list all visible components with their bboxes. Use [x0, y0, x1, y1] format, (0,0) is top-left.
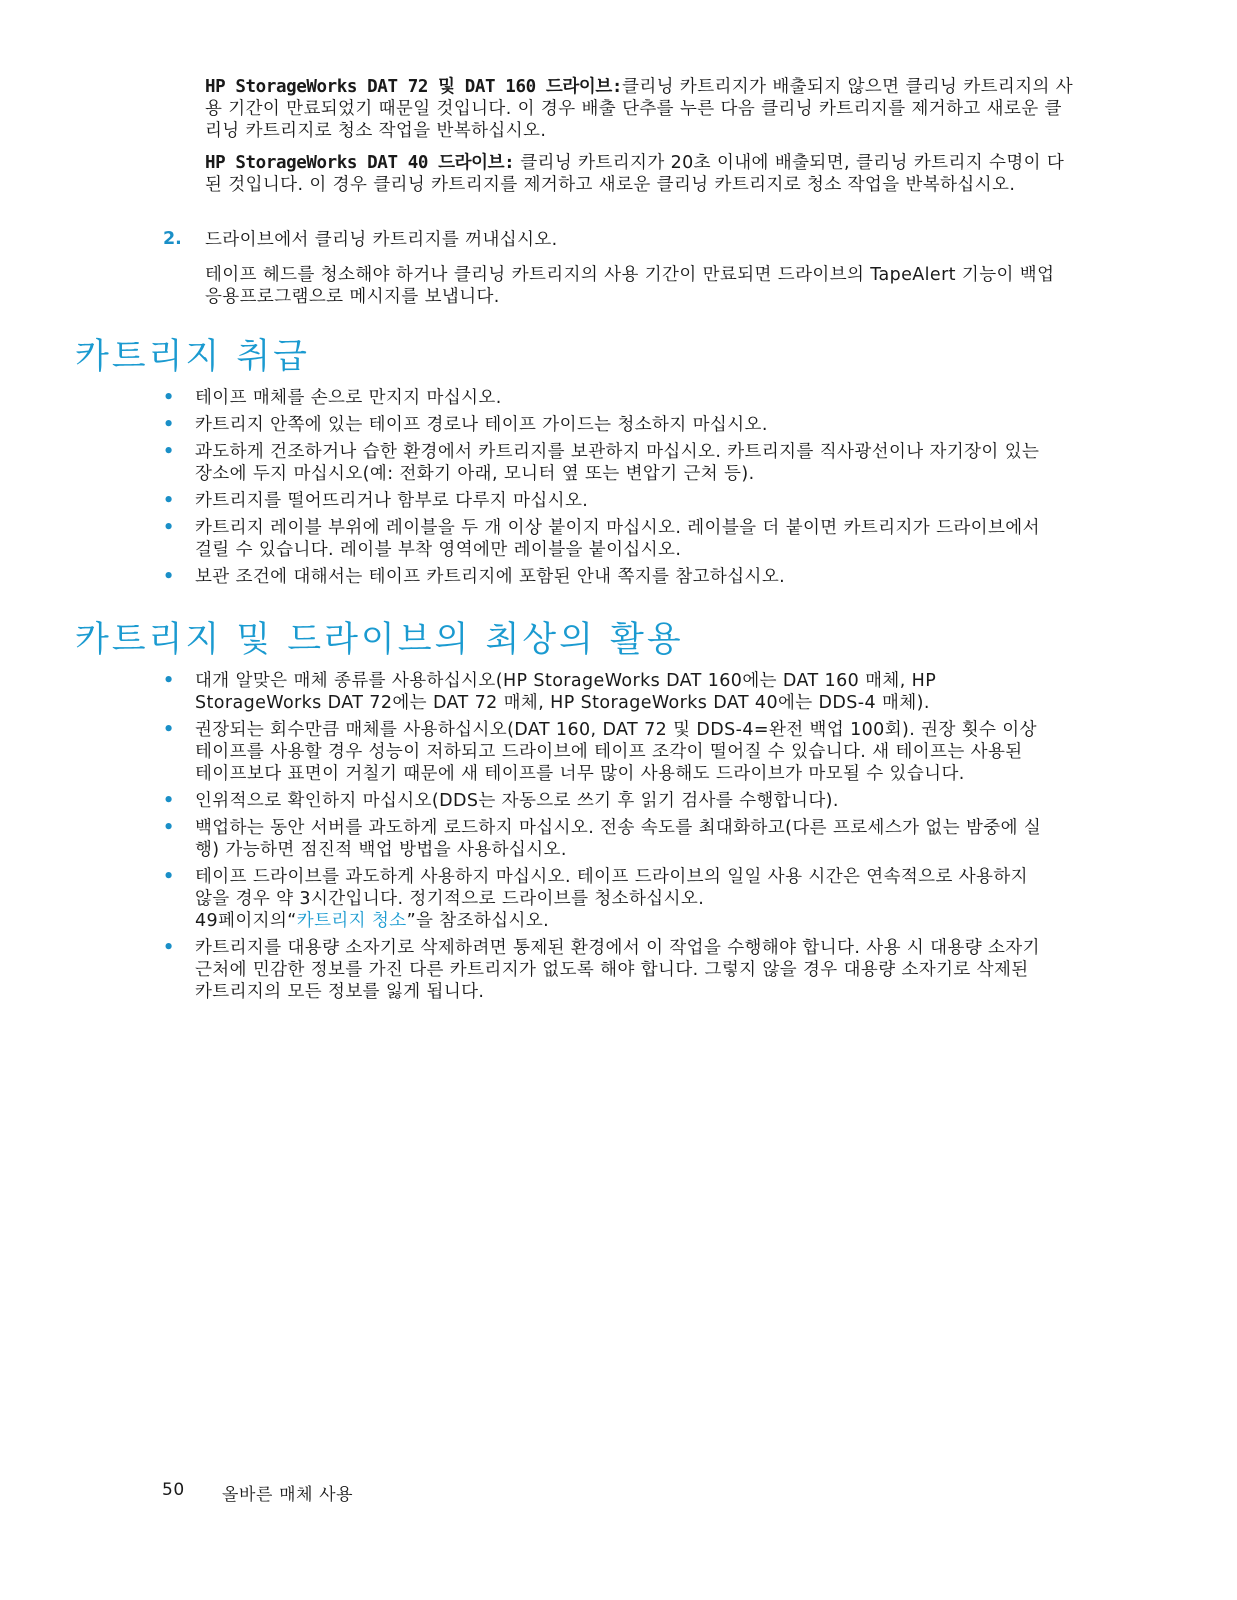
- list-item: [163, 817, 1043, 861]
- step1-p1-label: HP StorageWorks DAT 72 및 DAT 160 드라이브:: [205, 77, 623, 97]
- step1-paragraph-dat72-160: [205, 76, 1075, 142]
- list-item-text: 백업하는 동안 서버를 과도하게 로드하지 마십시오. 전송 속도를 최대화하고(다른 프로세스가 없는 밤중에 실행) 가능하면 점진적 백업 방법을 사용하십시오.: [195, 818, 1042, 860]
- bullet-icon: •: [163, 867, 175, 887]
- bullet-icon: •: [163, 491, 175, 511]
- step2-number: 2.: [163, 229, 182, 249]
- bullet-icon: •: [163, 388, 175, 408]
- list-item: [163, 387, 1043, 409]
- bullet-icon: •: [163, 818, 175, 838]
- best-use-list: [163, 670, 1043, 1008]
- list-item: [163, 866, 1043, 932]
- list-item: [163, 670, 1043, 714]
- list-item-text: 대개 알맞은 매체 종류를 사용하십시오(HP StorageWorks DAT 160에는 DAT 160 매체, HP StorageWorks DAT 72에는 DAT 72 매체, HP StorageWorks DAT 40에는 DDS-4 매체).: [195, 671, 937, 713]
- list-item-text: 카트리지 안쪽에 있는 테이프 경로나 테이프 가이드는 청소하지 마십시오.: [195, 415, 768, 435]
- bullet-icon: •: [163, 791, 175, 811]
- page-number: 50: [162, 1480, 185, 1500]
- list-item-text: 카트리지를 떨어뜨리거나 함부로 다루지 마십시오.: [195, 491, 589, 511]
- bullet-icon: •: [163, 415, 175, 435]
- list-item: [163, 441, 1043, 485]
- list-item: [163, 790, 1043, 812]
- section-title-best-use: 카트리지 및 드라이브의 최상의 활용: [75, 620, 684, 660]
- step2-note: 테이프 헤드를 청소해야 하거나 클리닝 카트리지의 사용 기간이 만료되면 드라이브의 TapeAlert 기능이 백업 응용프로그램으로 메시지를 보냅니다.: [205, 265, 1055, 307]
- list-item-text: 권장되는 회수만큼 매체를 사용하십시오(DAT 160, DAT 72 및 DDS-4=완전 백업 100회). 권장 횟수 이상 테이프를 사용할 경우 성능이 저하되고 드라이브에 테이프 조각이 떨어질 수 있습니다. 새 테이프는 사용된 테이프보다 표면이 거칠기 때문에 새 테이프를 너무 많이 사용해도 드라이브가 마모될 수 있습니다.: [195, 720, 1037, 784]
- step2-text: 드라이브에서 클리닝 카트리지를 꺼내십시오.: [205, 230, 558, 250]
- list-item: [163, 414, 1043, 436]
- list-item-text: 카트리지를 대용량 소자기로 삭제하려면 통제된 환경에서 이 작업을 수행해야 합니다. 사용 시 대용량 소자기 근처에 민감한 정보를 가진 다른 카트리지가 없도록 해야 합니다. 그렇지 않을 경우 대용량 소자기로 삭제된 카트리지의 모든 정보를 잃게 됩니다.: [195, 938, 1040, 1002]
- step1-p2-text: 클리닝 카트리지가 20초 이내에 배출되면, 클리닝 카트리지 수명이 다 된 것입니다. 이 경우 클리닝 카트리지를 제거하고 새로운 클리닝 카트리지로 청소 작업을 반복하십시오.: [205, 153, 1065, 195]
- list-item: [163, 490, 1043, 512]
- reference-prefix: 49페이지의“: [195, 911, 297, 931]
- list-item: [163, 517, 1043, 561]
- section-title-cartridge-handling: 카트리지 취급: [75, 337, 310, 377]
- list-item-text: 테이프 매체를 손으로 만지지 마십시오.: [195, 388, 502, 408]
- list-item-text: 테이프 드라이브를 과도하게 사용하지 마십시오. 테이프 드라이브의 일일 사용 시간은 연속적으로 사용하지 않을 경우 약 3시간입니다. 정기적으로 드라이브를 청소하십시오.: [195, 867, 1028, 909]
- bullet-icon: •: [163, 671, 175, 691]
- list-item: [163, 566, 1043, 588]
- list-item: [163, 719, 1043, 785]
- step1-paragraph-dat40: [205, 152, 1075, 196]
- list-item-text: 인위적으로 확인하지 마십시오(DDS는 자동으로 쓰기 후 읽기 검사를 수행합니다).: [195, 791, 839, 811]
- bullet-icon: •: [163, 518, 175, 538]
- reference-suffix: ”을 참조하십시오.: [406, 911, 550, 931]
- cross-reference-link[interactable]: 카트리지 청소: [296, 911, 407, 931]
- step1-p1-text: 클리닝 카트리지가 배출되지 않으면 클리닝 카트리지의 사용 기간이 만료되었기 때문일 것입니다. 이 경우 배출 단추를 누른 다음 클리닝 카트리지를 제거하고 새로운 클리닝 카트리지로 청소 작업을 반복하십시오.: [205, 77, 1074, 141]
- cartridge-handling-list: [163, 387, 1043, 593]
- list-item-text: 과도하게 건조하거나 습한 환경에서 카트리지를 보관하지 마십시오. 카트리지를 직사광선이나 자기장이 있는 장소에 두지 마십시오(예: 전화기 아래, 모니터 옆 또는 변압기 근처 등).: [195, 442, 1040, 484]
- list-item: [163, 937, 1043, 1003]
- bullet-icon: •: [163, 442, 175, 462]
- step1-p2-label: HP StorageWorks DAT 40 드라이브:: [205, 153, 515, 173]
- bullet-icon: •: [163, 720, 175, 740]
- list-item-text: 보관 조건에 대해서는 테이프 카트리지에 포함된 안내 쪽지를 참고하십시오.: [195, 567, 786, 587]
- bullet-icon: •: [163, 567, 175, 587]
- bullet-icon: •: [163, 938, 175, 958]
- chapter-title: 올바른 매체 사용: [222, 1485, 354, 1505]
- list-item-text: 카트리지 레이블 부위에 레이블을 두 개 이상 붙이지 마십시오. 레이블을 더 붙이면 카트리지가 드라이브에서 걸릴 수 있습니다. 레이블 부착 영역에만 레이블을 붙이십시오.: [195, 518, 1040, 560]
